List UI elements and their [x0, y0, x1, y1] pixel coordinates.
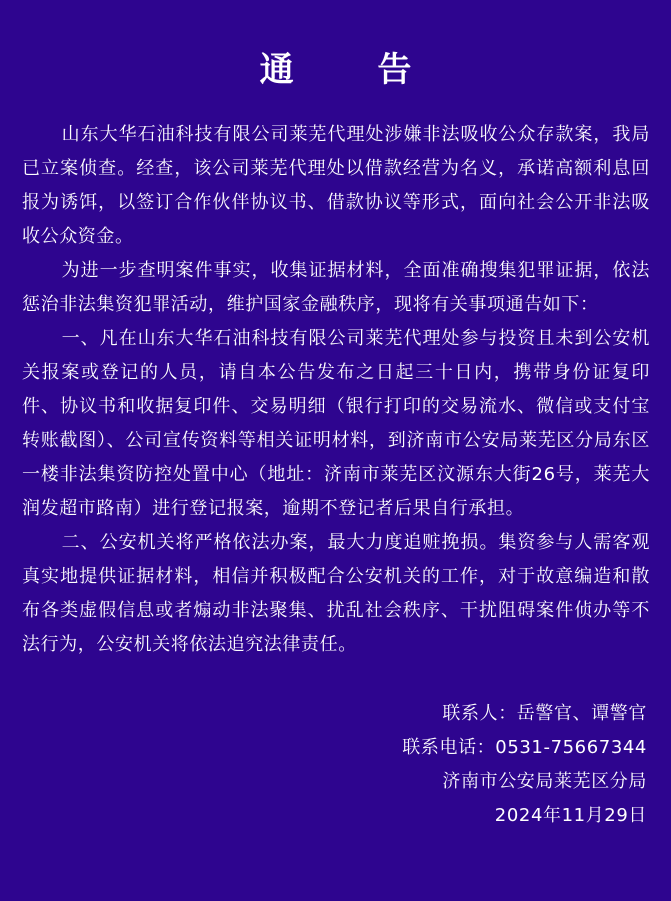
issue-date: 2024年11月29日	[494, 805, 647, 826]
contact-person: 联系人：岳警官、谭警官	[442, 703, 647, 724]
paragraph-case-filed: 山东大华石油科技有限公司莱芜代理处涉嫌非法吸收公众存款案，我局已立案侦查。经查，该公司莱芜代理处以借款经营为名义，承诺高额利息回报为诱饵，以签订合作伙伴协议书、借款协议等形式，面向社会公开非法吸收公众资金。	[22, 124, 650, 247]
paragraph-item-legal-action: 二、公安机关将严格依法办案，最大力度追赃挽损。集资参与人需客观真实地提供证据材料，相信并积极配合公安机关的工作，对于故意编造和散布各类虚假信息或者煽动非法聚集、扰乱社会秩序、干扰阻碍案件侦办等不法行为，公安机关将依法追究法律责任。	[22, 532, 650, 655]
notice-title: 通 告	[259, 50, 448, 90]
contact-phone: 联系电话：0531-75667344	[402, 737, 647, 758]
paragraph-item-registration: 一、凡在山东大华石油科技有限公司莱芜代理处参与投资且未到公安机关报案或登记的人员，请自本公告发布之日起三十日内，携带身份证复印件、协议书和收据复印件、交易明细（银行打印的交易流水、微信或支付宝转账截图）、公司宣传资料等相关证明材料，到济南市公安局莱芜区分局东区一楼非法集资防控处置中心（地址：济南市莱芜区汶源东大街26号，莱芜大润发超市路南）进行登记报案，逾期不登记者后果自行承担。	[22, 328, 650, 519]
paragraph-purpose: 为进一步查明案件事实，收集证据材料，全面准确搜集犯罪证据，依法惩治非法集资犯罪活动，维护国家金融秩序，现将有关事项通告如下：	[22, 260, 650, 315]
signature-block	[402, 697, 647, 833]
issuer-name: 济南市公安局莱芜区分局	[442, 771, 647, 792]
notice-body	[22, 118, 650, 662]
